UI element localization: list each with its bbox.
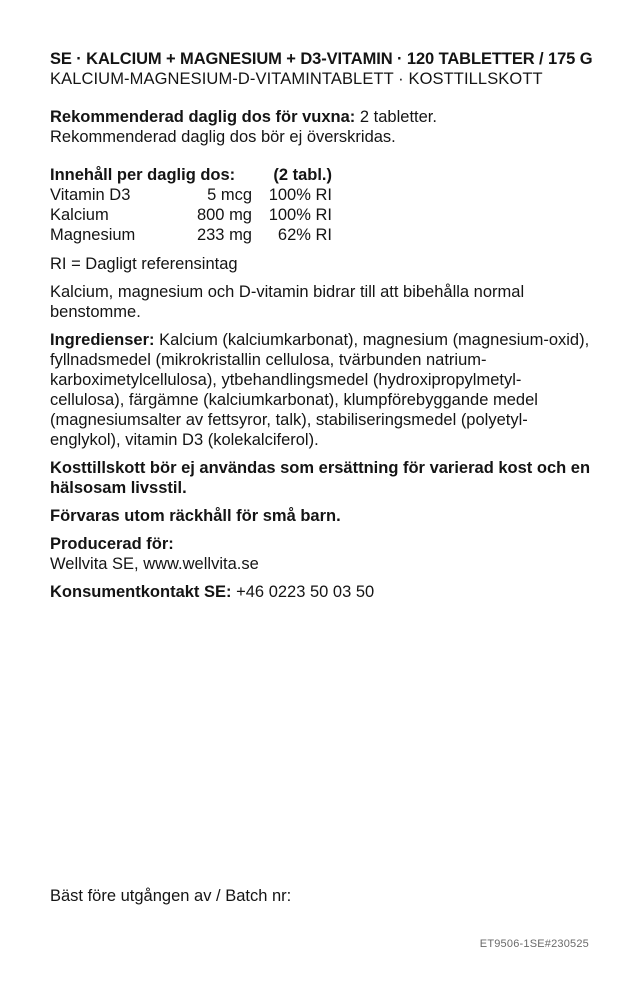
daily-dose-value: 2 tabletter. [359,108,437,126]
ingredients [50,330,595,450]
daily-dose [50,107,595,147]
nutrient-name: Magnesium [50,226,136,244]
nutrition-table [50,165,332,245]
producer-label: Producerad för: [50,535,174,553]
nutrition-header-row [50,165,332,185]
nutrient-amount: 233 mg [196,226,252,244]
nutrient-ri: 62% RI [277,226,332,244]
nutrient-name: Kalcium [50,206,109,224]
producer [50,534,595,574]
product-subtitle: KALCIUM-MAGNESIUM-D-VITAMINTABLETT · KOSTTILLSKOTT [50,70,543,88]
daily-dose-label: Rekommenderad daglig dos för vuxna: [50,108,356,126]
print-code: ET9506-1SE#230525 [479,938,589,950]
best-before-batch-label: Bäst före utgången av / Batch nr: [50,887,292,905]
ri-note: RI = Dagligt referensintag [50,255,238,273]
product-label [50,49,595,602]
nutrient-amount: 800 mg [196,206,252,224]
table-row [50,205,332,225]
storage-warning: Förvaras utom räckhåll för små barn. [50,507,341,525]
product-title: SE · KALCIUM + MAGNESIUM + D3-VITAMIN · 120 TABLETTER / 175 G [50,50,593,68]
nutrient-ri: 100% RI [268,206,332,224]
health-claim: Kalcium, magnesium och D-vitamin bidrar till att bibehålla normal benstomme. [50,283,525,321]
nutrient-ri: 100% RI [268,186,332,204]
table-row [50,185,332,205]
nutrient-name: Vitamin D3 [50,186,131,204]
daily-dose-warning: Rekommenderad daglig dos bör ej överskridas. [50,128,396,146]
ingredients-text: Kalcium (kalciumkarbonat), magnesium (magnesium-oxid), fyllnadsmedel (mikrokristallin cellulosa, tvärbunden natrium-karboximetylcellulosa), ytbehandlingsmedel (hydroxipropylmetyl-cellulosa), färgämne (kalciumkarbonat), klumpförebyggande medel (magnesiumsalter av fettsyror, talk), stabiliseringsmedel (polyetyl-englykol), vitamin D3 (kolekalciferol). [50,331,590,449]
producer-text: Wellvita SE, www.wellvita.se [50,555,259,573]
supplement-warning: Kosttillskott bör ej användas som ersättning för varierad kost och en hälsosam livsstil. [50,459,591,497]
nutrient-amount: 5 mcg [207,186,252,204]
nutrition-header-label: Innehåll per daglig dos: [50,166,236,184]
contact-phone: +46 0223 50 03 50 [236,583,375,601]
nutrition-header-amount: (2 tabl.) [273,166,332,184]
consumer-contact [50,582,595,602]
contact-label: Konsumentkontakt SE: [50,583,232,601]
table-row [50,225,332,245]
ingredients-label: Ingredienser: [50,331,155,349]
